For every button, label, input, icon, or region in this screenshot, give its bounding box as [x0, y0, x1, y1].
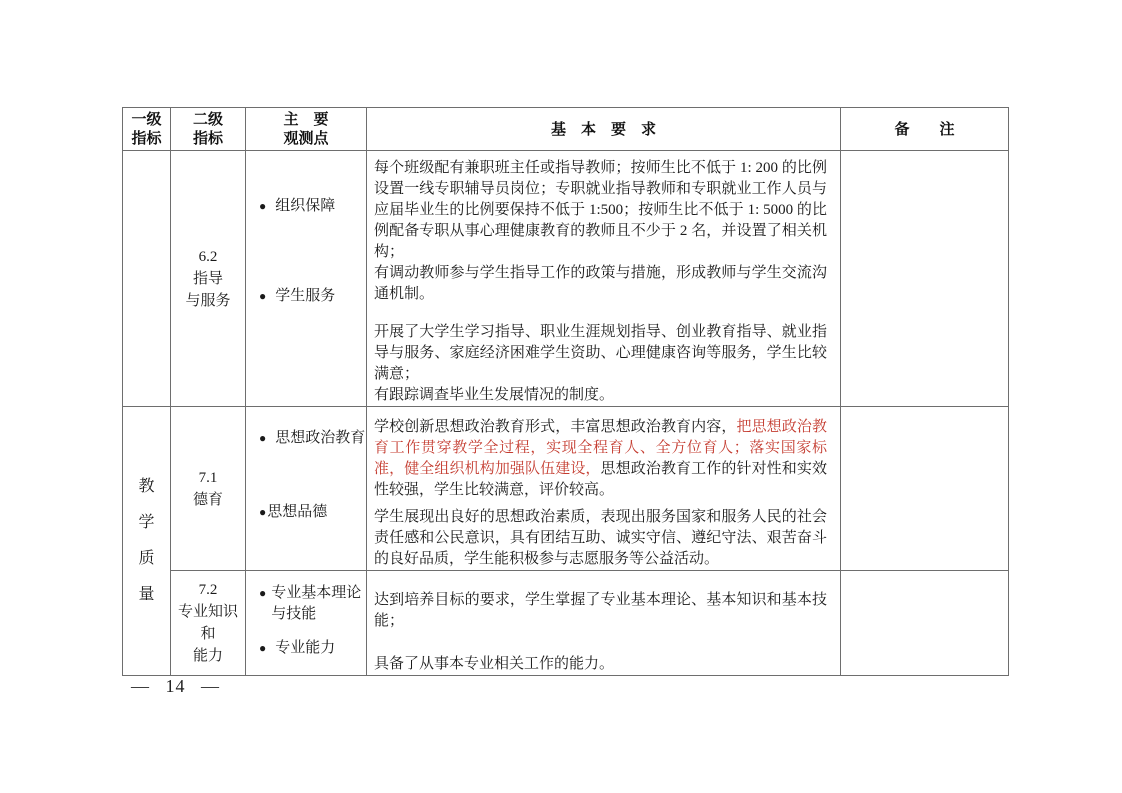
page-number: — 14 —	[131, 676, 220, 696]
evaluation-indicator-table	[122, 107, 1009, 676]
observation-item	[259, 638, 335, 660]
header-observation-points: 主 要 观测点	[246, 108, 367, 151]
requirement-paragraph: 开展了大学生学习指导、职业生涯规划指导、创业教育指导、就业指导与服务、家庭经济困难学生资助、心理健康咨询等服务，学生比较满意； 有跟踪调查毕业生发展情况的制度。	[374, 324, 827, 403]
requirement-text: 思想政治教育工作的针对性和实效性较强，学生比较满意，评价较高。	[374, 461, 827, 498]
table-row-7-2	[123, 571, 1009, 676]
bullet-icon: ●	[259, 289, 267, 303]
requirement-paragraph: 每个班级配有兼职班主任或指导教师；按师生比不低于 1: 200 的比例设置一线专职辅导员岗位；专职就业指导教师和专职就业工作人员与应届毕业生的比例要保持不低于 1:500；按师生比不低于 1: 5000 的比例配备专职从事心理健康教育的教师且不少于 2 名，并设置了相关机构； 有调动教师参与学生指导工作的政策与措施，形成教师与学生交流沟通机制。	[374, 160, 827, 302]
table-row-7-1	[123, 407, 1009, 571]
cell-level1-empty	[123, 151, 171, 407]
bullet-icon: ●	[259, 586, 267, 600]
table-header-row	[123, 108, 1009, 151]
requirement-paragraph	[367, 407, 840, 501]
requirement-paragraph: 具备了从事本专业相关工作的能力。	[374, 656, 615, 672]
observation-item	[259, 196, 335, 218]
bullet-icon: ●	[259, 431, 267, 445]
table-row-6-2	[123, 151, 1009, 407]
cell-observation-points-6-2	[246, 151, 367, 407]
observation-label: 专业能力	[275, 640, 336, 656]
observation-label: 思想品德	[267, 504, 328, 520]
observation-item	[259, 428, 365, 450]
cell-remark-7-2	[841, 571, 1009, 676]
requirement-text-highlighted: 把思想政治教育工作贯穿教学全过程，实现全程育人、全方位育人；落实国家标准，健全组织机构加强队伍建设，	[374, 419, 827, 477]
requirement-paragraph: 学生展现出良好的思想政治素质，表现出服务国家和服务人民的社会责任感和公民意识，具有团结互助、诚实守信、遵纪守法、艰苦奋斗的良好品质，学生能积极参与志愿服务等公益活动。	[374, 509, 827, 567]
cell-basic-requirements-7-2	[367, 571, 841, 676]
requirement-text: 学校创新思想政治教育形式，丰富思想政治教育内容，	[374, 419, 737, 435]
observation-label: 专业基本理论 与技能	[271, 585, 362, 622]
cell-remark-7-1	[841, 407, 1009, 571]
cell-observation-points-7-1	[246, 407, 367, 571]
bullet-icon: ●	[259, 505, 267, 519]
observation-item	[259, 502, 327, 524]
requirement-paragraph: 达到培养目标的要求，学生掌握了专业基本理论、基本知识和基本技能；	[374, 592, 827, 629]
cell-level2-7-2: 7.2 专业知识 和 能力	[171, 571, 246, 676]
cell-level1-teaching-quality: 教 学 质 量	[123, 407, 171, 676]
header-level1-indicator: 一级 指标	[123, 108, 171, 151]
cell-basic-requirements-7-1	[367, 407, 841, 571]
observation-item	[259, 286, 335, 308]
header-basic-requirements: 基 本 要 求	[367, 108, 841, 151]
cell-remark-6-2	[841, 151, 1009, 407]
bullet-icon: ●	[259, 199, 267, 213]
header-level2-indicator: 二级 指标	[171, 108, 246, 151]
cell-level2-6-2: 6.2 指导 与服务	[171, 151, 246, 407]
observation-label: 思想政治教育	[275, 430, 366, 446]
bullet-icon: ●	[259, 641, 267, 655]
cell-level2-7-1: 7.1 德育	[171, 407, 246, 571]
cell-basic-requirements-6-2	[367, 151, 841, 407]
observation-label: 组织保障	[275, 198, 336, 214]
observation-item	[259, 583, 361, 625]
header-remark: 备 注	[841, 108, 1009, 151]
cell-observation-points-7-2	[246, 571, 367, 676]
observation-label: 学生服务	[275, 288, 336, 304]
